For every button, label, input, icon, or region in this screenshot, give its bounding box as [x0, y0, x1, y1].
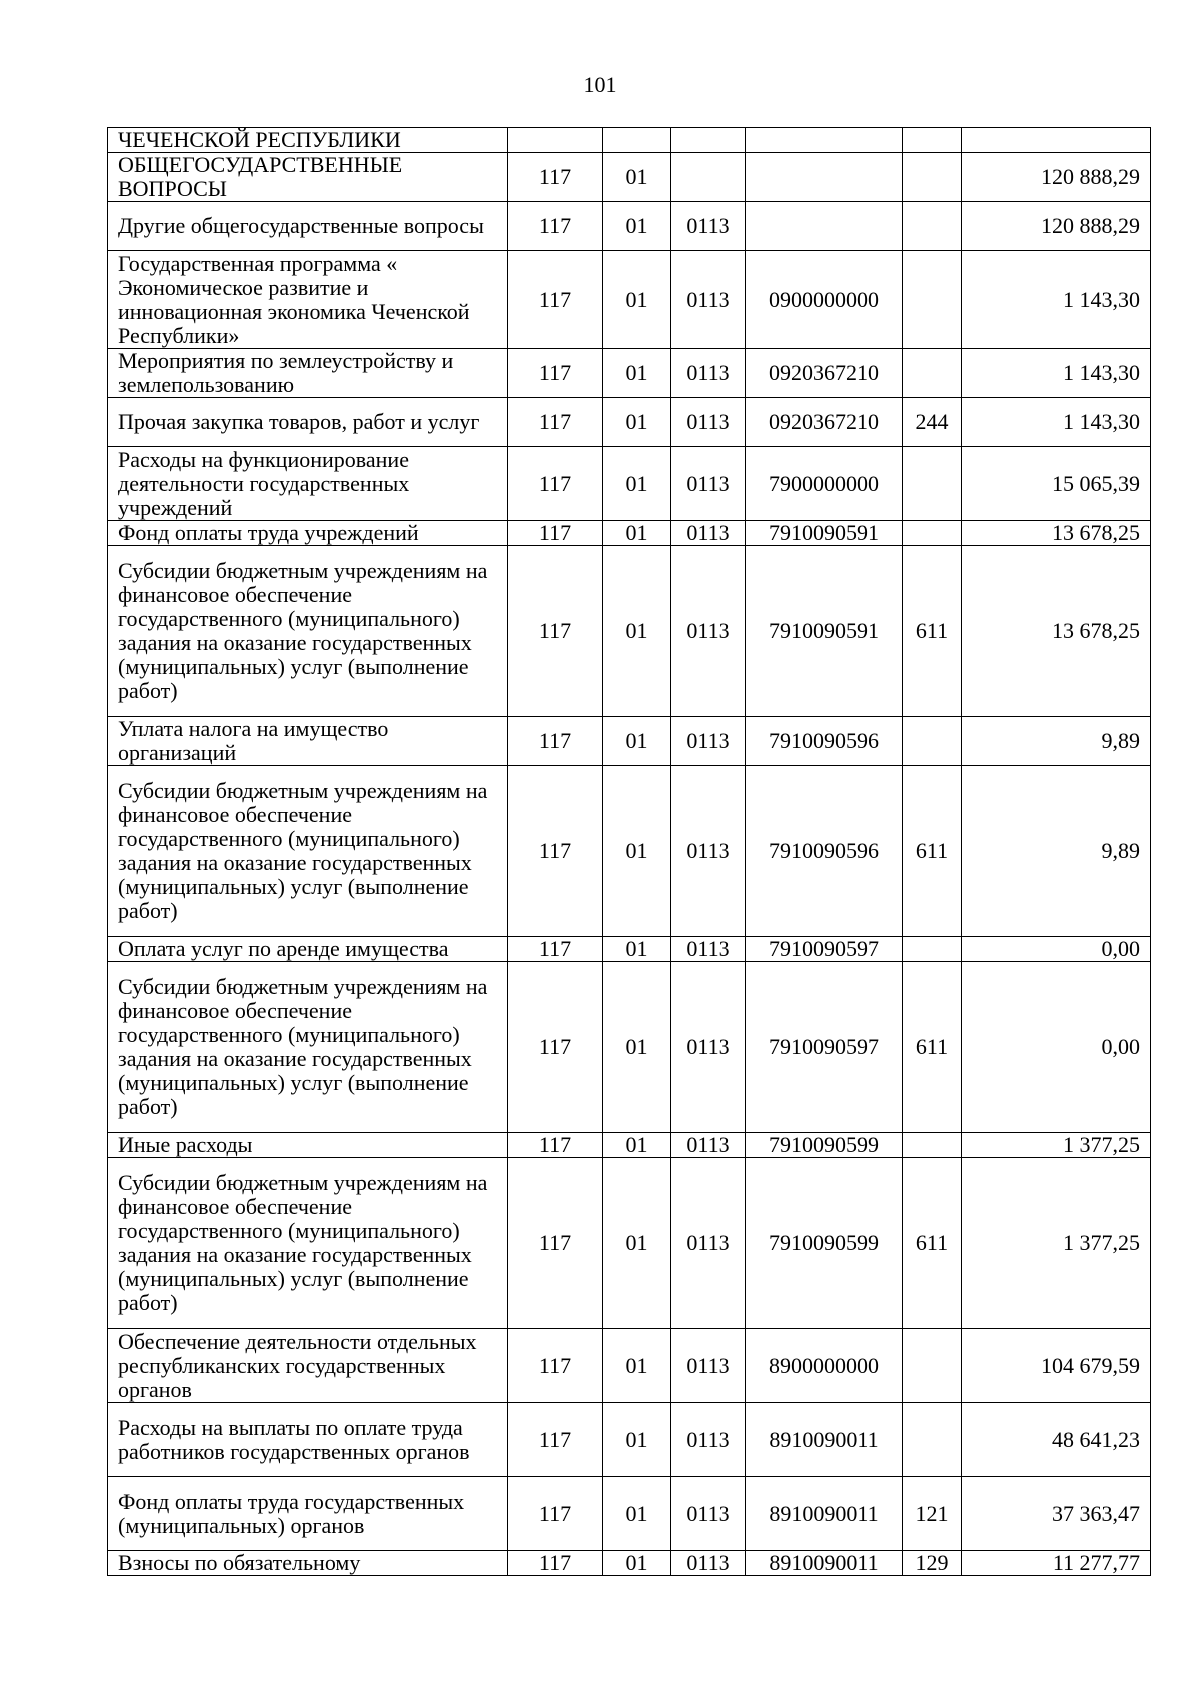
- row-ved: 117: [508, 447, 603, 521]
- row-vr: [903, 128, 962, 153]
- row-rz: 01: [603, 447, 671, 521]
- row-name: ЧЕЧЕНСКОЙ РЕСПУБЛИКИ: [108, 128, 508, 153]
- row-amount: 1 377,25: [962, 1133, 1151, 1158]
- row-ved: 117: [508, 1133, 603, 1158]
- table-row: [108, 128, 1151, 153]
- table-row: [108, 1133, 1151, 1158]
- row-name: Прочая закупка товаров, работ и услуг: [108, 398, 508, 447]
- row-ved: 117: [508, 717, 603, 766]
- table-row: [108, 349, 1151, 398]
- row-name: Расходы на выплаты по оплате труда работников государственных органов: [108, 1403, 508, 1477]
- row-rz: 01: [603, 251, 671, 349]
- row-csr: 8900000000: [746, 1329, 903, 1403]
- row-name: Субсидии бюджетным учреждениям на финансовое обеспечение государственного (муниципального) задания на оказание государственных (муниципальных) услуг (выполнение работ): [108, 766, 508, 937]
- row-rz: 01: [603, 1158, 671, 1329]
- row-amount: 48 641,23: [962, 1403, 1151, 1477]
- table-row: [108, 447, 1151, 521]
- row-vr: 611: [903, 546, 962, 717]
- row-name: ОБЩЕГОСУДАРСТВЕННЫЕ ВОПРОСЫ: [108, 153, 508, 202]
- row-amount: 1 143,30: [962, 398, 1151, 447]
- row-ved: 117: [508, 398, 603, 447]
- row-name: Фонд оплаты труда государственных (муниципальных) органов: [108, 1477, 508, 1551]
- row-rz: 01: [603, 717, 671, 766]
- row-pr: 0113: [671, 1403, 746, 1477]
- row-pr: 0113: [671, 1551, 746, 1576]
- row-csr: 7900000000: [746, 447, 903, 521]
- row-csr: 7910090591: [746, 546, 903, 717]
- row-csr: [746, 202, 903, 251]
- row-vr: 611: [903, 766, 962, 937]
- row-name: Другие общегосударственные вопросы: [108, 202, 508, 251]
- row-rz: 01: [603, 766, 671, 937]
- row-vr: 121: [903, 1477, 962, 1551]
- table-row: [108, 153, 1151, 202]
- row-rz: 01: [603, 1133, 671, 1158]
- row-csr: 0920367210: [746, 349, 903, 398]
- row-name: Расходы на функционирование деятельности государственных учреждений: [108, 447, 508, 521]
- row-vr: [903, 1403, 962, 1477]
- row-amount: 120 888,29: [962, 202, 1151, 251]
- row-ved: 117: [508, 1551, 603, 1576]
- row-name: Иные расходы: [108, 1133, 508, 1158]
- row-ved: 117: [508, 1477, 603, 1551]
- table-row: [108, 717, 1151, 766]
- row-amount: 0,00: [962, 962, 1151, 1133]
- row-amount: 13 678,25: [962, 546, 1151, 717]
- row-ved: 117: [508, 766, 603, 937]
- table-row: [108, 962, 1151, 1133]
- row-vr: [903, 1329, 962, 1403]
- row-rz: 01: [603, 1403, 671, 1477]
- row-pr: 0113: [671, 251, 746, 349]
- row-amount: 11 277,77: [962, 1551, 1151, 1576]
- row-rz: 01: [603, 1329, 671, 1403]
- row-csr: 8910090011: [746, 1477, 903, 1551]
- table-row: [108, 766, 1151, 937]
- table-row: [108, 202, 1151, 251]
- row-ved: 117: [508, 153, 603, 202]
- row-amount: 120 888,29: [962, 153, 1151, 202]
- table-row: [108, 1477, 1151, 1551]
- row-csr: 7910090597: [746, 937, 903, 962]
- row-csr: 0900000000: [746, 251, 903, 349]
- table-row: [108, 1403, 1151, 1477]
- row-amount: 1 143,30: [962, 349, 1151, 398]
- row-ved: 117: [508, 546, 603, 717]
- row-rz: 01: [603, 349, 671, 398]
- row-ved: [508, 128, 603, 153]
- budget-table: [107, 127, 1151, 1576]
- row-vr: [903, 1133, 962, 1158]
- row-amount: 1 377,25: [962, 1158, 1151, 1329]
- row-vr: 244: [903, 398, 962, 447]
- row-name: Уплата налога на имущество организаций: [108, 717, 508, 766]
- row-amount: 104 679,59: [962, 1329, 1151, 1403]
- row-pr: [671, 153, 746, 202]
- row-csr: 8910090011: [746, 1403, 903, 1477]
- row-rz: 01: [603, 546, 671, 717]
- row-rz: 01: [603, 153, 671, 202]
- row-csr: 0920367210: [746, 398, 903, 447]
- table-row: [108, 1551, 1151, 1576]
- row-vr: 129: [903, 1551, 962, 1576]
- row-csr: 7910090599: [746, 1133, 903, 1158]
- row-csr: 8910090011: [746, 1551, 903, 1576]
- row-csr: [746, 128, 903, 153]
- row-pr: 0113: [671, 1477, 746, 1551]
- row-pr: [671, 128, 746, 153]
- table-row: [108, 398, 1151, 447]
- row-ved: 117: [508, 202, 603, 251]
- row-name: Субсидии бюджетным учреждениям на финансовое обеспечение государственного (муниципального) задания на оказание государственных (муниципальных) услуг (выполнение работ): [108, 546, 508, 717]
- row-csr: 7910090597: [746, 962, 903, 1133]
- row-pr: 0113: [671, 937, 746, 962]
- row-amount: 0,00: [962, 937, 1151, 962]
- row-amount: 9,89: [962, 717, 1151, 766]
- row-name: Обеспечение деятельности отдельных республиканских государственных органов: [108, 1329, 508, 1403]
- row-csr: 7910090599: [746, 1158, 903, 1329]
- row-amount: 9,89: [962, 766, 1151, 937]
- table-row: [108, 546, 1151, 717]
- row-amount: [962, 128, 1151, 153]
- row-vr: [903, 521, 962, 546]
- row-pr: 0113: [671, 1133, 746, 1158]
- row-amount: 1 143,30: [962, 251, 1151, 349]
- table-row: [108, 521, 1151, 546]
- row-rz: 01: [603, 521, 671, 546]
- table-row: [108, 937, 1151, 962]
- row-pr: 0113: [671, 766, 746, 937]
- row-amount: 15 065,39: [962, 447, 1151, 521]
- row-name: Фонд оплаты труда учреждений: [108, 521, 508, 546]
- row-vr: 611: [903, 962, 962, 1133]
- row-rz: 01: [603, 962, 671, 1133]
- row-pr: 0113: [671, 398, 746, 447]
- row-pr: 0113: [671, 1329, 746, 1403]
- row-csr: 7910090591: [746, 521, 903, 546]
- row-pr: 0113: [671, 521, 746, 546]
- row-rz: [603, 128, 671, 153]
- row-ved: 117: [508, 521, 603, 546]
- row-amount: 37 363,47: [962, 1477, 1151, 1551]
- row-ved: 117: [508, 962, 603, 1133]
- row-rz: 01: [603, 398, 671, 447]
- row-rz: 01: [603, 202, 671, 251]
- row-name: Оплата услуг по аренде имущества: [108, 937, 508, 962]
- row-vr: [903, 153, 962, 202]
- row-vr: [903, 202, 962, 251]
- row-name: Взносы по обязательному: [108, 1551, 508, 1576]
- row-pr: 0113: [671, 447, 746, 521]
- row-ved: 117: [508, 937, 603, 962]
- row-csr: 7910090596: [746, 717, 903, 766]
- row-name: Субсидии бюджетным учреждениям на финансовое обеспечение государственного (муниципального) задания на оказание государственных (муниципальных) услуг (выполнение работ): [108, 962, 508, 1133]
- row-rz: 01: [603, 937, 671, 962]
- table-row: [108, 1329, 1151, 1403]
- row-pr: 0113: [671, 546, 746, 717]
- row-vr: [903, 447, 962, 521]
- table-row: [108, 251, 1151, 349]
- row-vr: [903, 251, 962, 349]
- row-rz: 01: [603, 1551, 671, 1576]
- row-vr: [903, 717, 962, 766]
- row-rz: 01: [603, 1477, 671, 1551]
- row-amount: 13 678,25: [962, 521, 1151, 546]
- row-pr: 0113: [671, 349, 746, 398]
- row-vr: 611: [903, 1158, 962, 1329]
- row-pr: 0113: [671, 717, 746, 766]
- row-pr: 0113: [671, 202, 746, 251]
- row-csr: [746, 153, 903, 202]
- row-pr: 0113: [671, 962, 746, 1133]
- row-ved: 117: [508, 1158, 603, 1329]
- row-pr: 0113: [671, 1158, 746, 1329]
- row-name: Государственная программа « Экономическое развитие и инновационная экономика Чеченской Республики»: [108, 251, 508, 349]
- row-ved: 117: [508, 1329, 603, 1403]
- row-ved: 117: [508, 1403, 603, 1477]
- page-number: 101: [583, 72, 617, 97]
- row-name: Мероприятия по землеустройству и землепользованию: [108, 349, 508, 398]
- row-ved: 117: [508, 349, 603, 398]
- row-csr: 7910090596: [746, 766, 903, 937]
- table-row: [108, 1158, 1151, 1329]
- row-ved: 117: [508, 251, 603, 349]
- row-name: Субсидии бюджетным учреждениям на финансовое обеспечение государственного (муниципального) задания на оказание государственных (муниципальных) услуг (выполнение работ): [108, 1158, 508, 1329]
- row-vr: [903, 349, 962, 398]
- row-vr: [903, 937, 962, 962]
